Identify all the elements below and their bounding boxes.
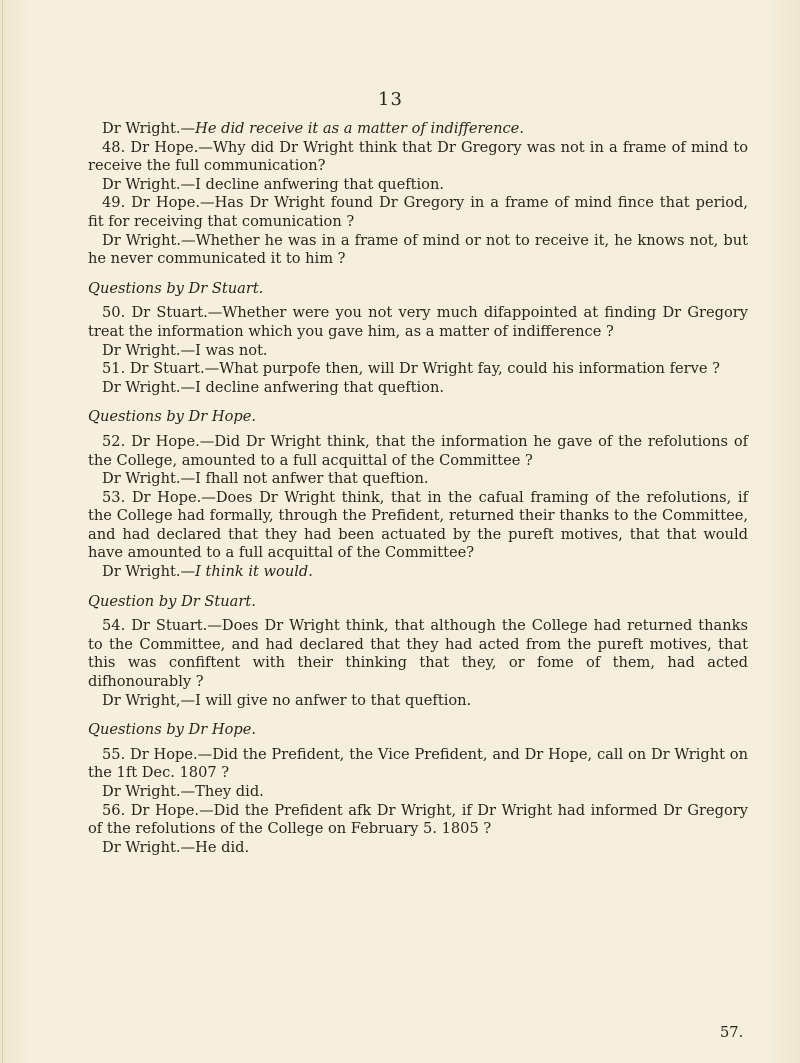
utterance-text: I think it would. [195,563,313,581]
speaker-label: Dr Wright,— [102,691,196,709]
utterance-text: He did receive it as a matter of indifference. [195,120,524,137]
speaker-label: 56. Dr Hope.— [102,801,214,819]
utterance-text: I decline anfwering that queftion. [195,175,444,193]
question-paragraph [88,489,748,563]
utterance-text: I will give no anfwer to that queftion. [195,691,472,709]
speaker-label: 52. Dr Hope.— [102,432,215,450]
section-heading [88,280,748,299]
utterance-text: I decline anfwering that queftion. [195,378,444,396]
speaker-label: Dr Wright.— [102,838,196,856]
answer-paragraph [88,783,748,802]
answer-paragraph [88,120,748,139]
answer-paragraph [88,342,748,361]
question-paragraph [88,746,748,783]
speaker-label: 53. Dr Hope.— [102,488,216,506]
section-heading [88,408,748,427]
speaker-label: Dr Wright.— [102,231,196,249]
speaker-label: Dr Wright.— [102,120,196,137]
section-heading [88,721,748,740]
utterance-text: Did the Prefident afk Dr Wright, if Dr Wright had informed Dr Gregory of the refolutions of the College on February 5. 1805 ? [88,801,748,838]
utterance-text: He did. [195,838,250,856]
utterance-text: I fhall not anfwer that queftion. [195,470,429,488]
heading-text: Questions by Dr Hope. [88,408,257,426]
utterance-text: Why did Dr Wright think that Dr Gregory was not in a frame of mind to receive the full communication? [88,138,748,175]
speaker-label: 51. Dr Stuart.— [102,360,220,378]
question-paragraph [88,139,748,176]
heading-text: Question by Dr Stuart. [88,592,256,610]
page-body [88,120,748,857]
utterance-text: Did Dr Wright think, that the information he gave of the refolutions of the College, amounted to a full acquittal of the Committee ? [88,432,749,469]
speaker-label: Dr Wright.— [102,563,196,581]
speaker-label: Dr Wright.— [102,378,196,396]
heading-text: Questions by Dr Stuart. [88,279,264,297]
question-paragraph [88,304,748,341]
answer-paragraph [88,839,748,858]
answer-paragraph [88,379,748,398]
answer-paragraph [88,563,748,582]
utterance-text: Whether he was in a frame of mind or not to receive it, he knows not, but he never communicated it to him ? [88,231,748,268]
question-paragraph [88,433,748,470]
utterance-text: They did. [195,783,264,800]
utterance-text: Does Dr Wright think, that although the College had returned thanks to the Committee, and had declared that they had acted from the pureft motives, that this was confiftent with their thinking that they, or fome of them, had acted difhonourably ? [88,617,748,691]
answer-paragraph [88,232,748,269]
question-paragraph [88,802,748,839]
answer-paragraph [88,470,748,489]
page-number: 13 [378,89,403,110]
speaker-label: 50. Dr Stuart.— [102,304,223,322]
heading-text: Questions by Dr Hope. [88,721,257,739]
question-paragraph [88,360,748,379]
page-edge-shadow [2,0,3,1063]
speaker-label: Dr Wright.— [102,175,196,193]
speaker-label: Dr Wright.— [102,341,196,359]
answer-paragraph [88,692,748,711]
utterance-text: Does Dr Wright think, that in the cafual framing of the refolutions, if the College had formally, through the Prefident, returned their thanks to the Committee, and had declared that they had been actuated by the pureft motives, that that would have amounted to a full acquittal of the Committee? [88,488,748,562]
utterance-text: What purpofe then, will Dr Wright fay, could his information ferve ? [219,360,720,378]
speaker-label: 49. Dr Hope.— [102,194,215,212]
catchword: 57. [720,1024,744,1041]
section-heading [88,593,748,612]
answer-paragraph [88,176,748,195]
speaker-label: 55. Dr Hope.— [102,745,213,763]
utterance-text: Whether were you not very much difappointed at finding Dr Gregory treat the information which you gave him, as a matter of indifference ? [88,304,748,340]
speaker-label: 48. Dr Hope.— [102,138,213,156]
question-paragraph [88,194,748,231]
speaker-label: Dr Wright.— [102,783,196,800]
utterance-text: Did the Prefident, the Vice Prefident, and Dr Hope, call on Dr Wright on the 1ft Dec. 1807 ? [88,745,748,782]
speaker-label: Dr Wright.— [102,470,196,488]
question-paragraph [88,617,748,691]
utterance-text: Has Dr Wright found Dr Gregory in a frame of mind fince that period, fit for receiving that comunication ? [88,194,748,230]
utterance-text: I was not. [195,341,268,359]
speaker-label: 54. Dr Stuart.— [102,617,222,635]
